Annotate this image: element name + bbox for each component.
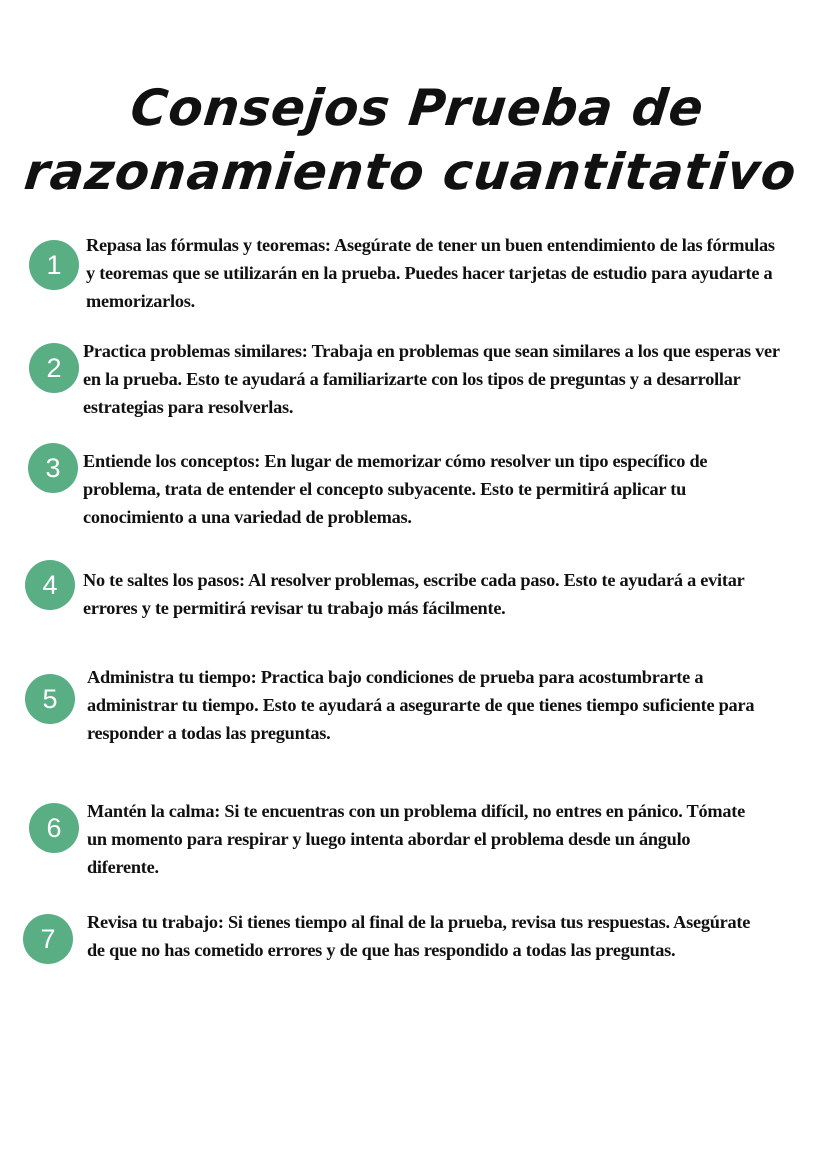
tip-text: Revisa tu trabajo: Si tienes tiempo al final de la prueba, revisa tus respuestas. Asegúrate de que no has cometido errores y de que has respondido a todas las preguntas. xyxy=(87,912,751,960)
tip-text: Mantén la calma: Si te encuentras con un problema difícil, no entres en pánico. Tómate un momento para respirar y luego intenta abordar el problema desde un ángulo diferente. xyxy=(87,801,745,877)
tip-text: Entiende los conceptos: En lugar de memorizar cómo resolver un tipo específico de problema, trata de entender el concepto subyacente. Esto te permitirá aplicar tu conocimiento a una variedad de problemas. xyxy=(83,451,708,527)
title-line-2: razonamiento cuantitativo xyxy=(21,143,800,201)
tip-number-badge: 4 xyxy=(25,560,75,610)
tip-number-badge: 2 xyxy=(29,343,79,393)
title-line-1: Consejos Prueba de xyxy=(127,79,707,137)
tip-number-badge: 7 xyxy=(23,914,73,964)
tip-text: Repasa las fórmulas y teoremas: Asegúrate de tener un buen entendimiento de las fórmulas y teoremas que se utilizarán en la prueba. Puedes hacer tarjetas de estudio para ayudarte a memorizarlos. xyxy=(86,235,775,311)
tip-number-badge: 5 xyxy=(25,674,75,724)
page-title xyxy=(0,76,828,204)
tip-number-badge: 1 xyxy=(29,240,79,290)
tip-text: No te saltes los pasos: Al resolver problemas, escribe cada paso. Esto te ayudará a evitar errores y te permitirá revisar tu trabajo más fácilmente. xyxy=(83,570,745,618)
tip-number-badge: 6 xyxy=(29,803,79,853)
tip-text: Administra tu tiempo: Practica bajo condiciones de prueba para acostumbrarte a administrar tu tiempo. Esto te ayudará a asegurarte de que tienes tiempo suficiente para responder a todas las preguntas. xyxy=(87,667,755,743)
tip-text: Practica problemas similares: Trabaja en problemas que sean similares a los que esperas ver en la prueba. Esto te ayudará a familiarizarte con los tipos de preguntas y a desarrollar estrategias para resolverlas. xyxy=(83,341,780,417)
tip-number-badge: 3 xyxy=(28,443,78,493)
